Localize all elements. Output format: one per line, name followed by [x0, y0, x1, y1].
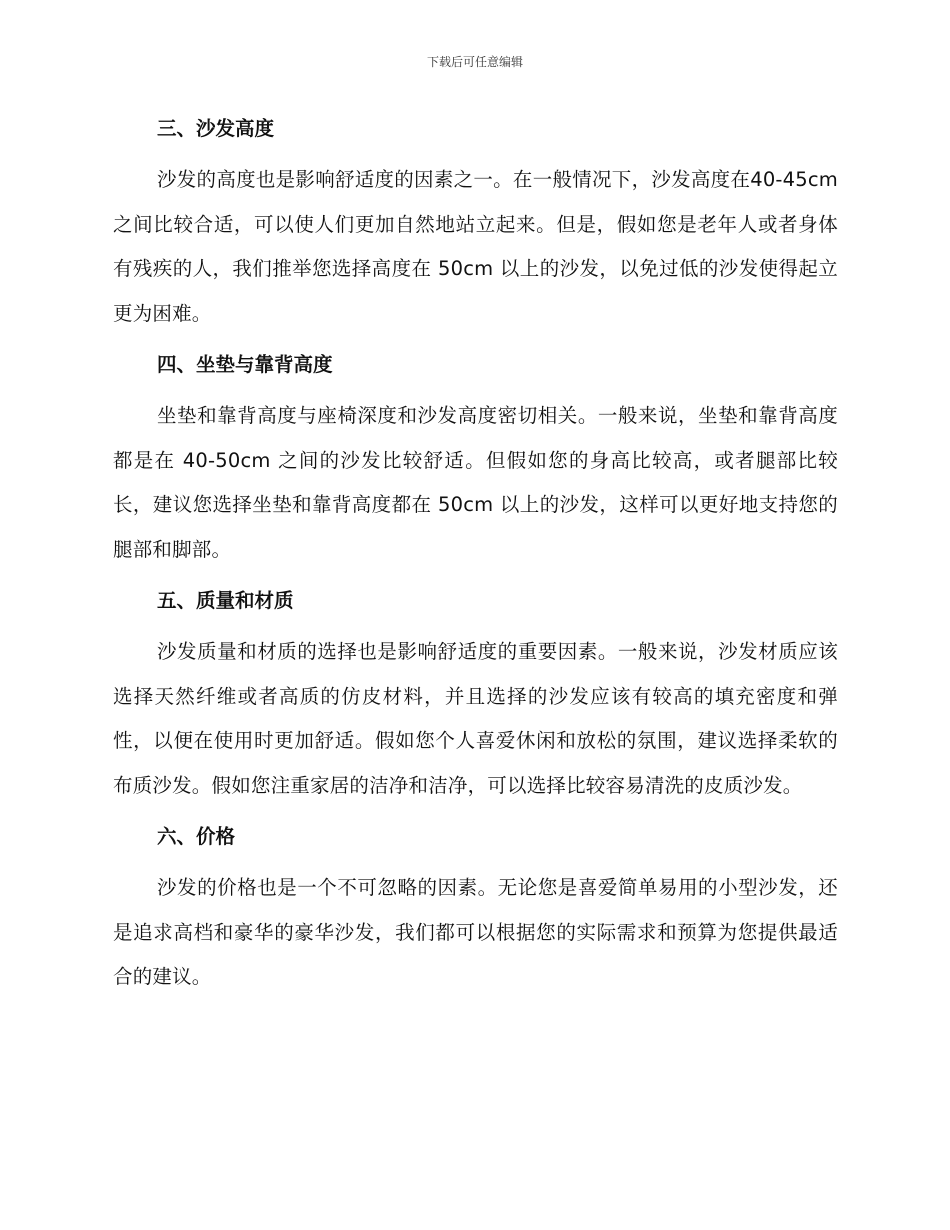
section-heading: 五、质量和材质: [157, 589, 294, 612]
section-paragraph: 坐垫和靠背高度与座椅深度和沙发高度密切相关。一般来说，坐垫和靠背高度都是在 40-50cm 之间的沙发比较舒适。但假如您的身高比较高，或者腿部比较长，建议您选择坐垫和靠背高度都在 50cm 以上的沙发，这样可以更好地支持您的腿部和脚部。: [113, 404, 838, 561]
section-paragraph: 沙发的价格也是一个不可忽略的因素。无论您是喜爱简单易用的小型沙发，还是追求高档和豪华的豪华沙发，我们都可以根据您的实际需求和预算为您提供最适合的建议。: [113, 876, 838, 988]
section-paragraph: 沙发质量和材质的选择也是影响舒适度的重要因素。一般来说，沙发材质应该选择天然纤维或者高质的仿皮材料，并且选择的沙发应该有较高的填充密度和弹性，以便在使用时更加舒适。假如您个人喜爱休闲和放松的氛围，建议选择柔软的布质沙发。假如您注重家居的洁净和洁净，可以选择比较容易清洗的皮质沙发。: [113, 640, 838, 797]
section-heading: 六、价格: [157, 825, 236, 848]
section-paragraph: 沙发的高度也是影响舒适度的因素之一。在一般情况下，沙发高度在40-45cm 之间比较合适，可以使人们更加自然地站立起来。但是，假如您是老年人或者身体有残疾的人，我们推举您选择高度在 50cm 以上的沙发，以免过低的沙发使得起立更为困难。: [113, 168, 838, 325]
section-heading: 四、坐垫与靠背高度: [157, 353, 333, 376]
section-price: [113, 820, 838, 1000]
section-quality-material: [113, 584, 838, 808]
page-header: 下载后可任意编辑: [426, 55, 523, 69]
document-body: [113, 112, 838, 1012]
section-cushion-backrest-height: [113, 348, 838, 572]
section-heading: 三、沙发高度: [157, 117, 275, 140]
section-sofa-height: [113, 112, 838, 336]
